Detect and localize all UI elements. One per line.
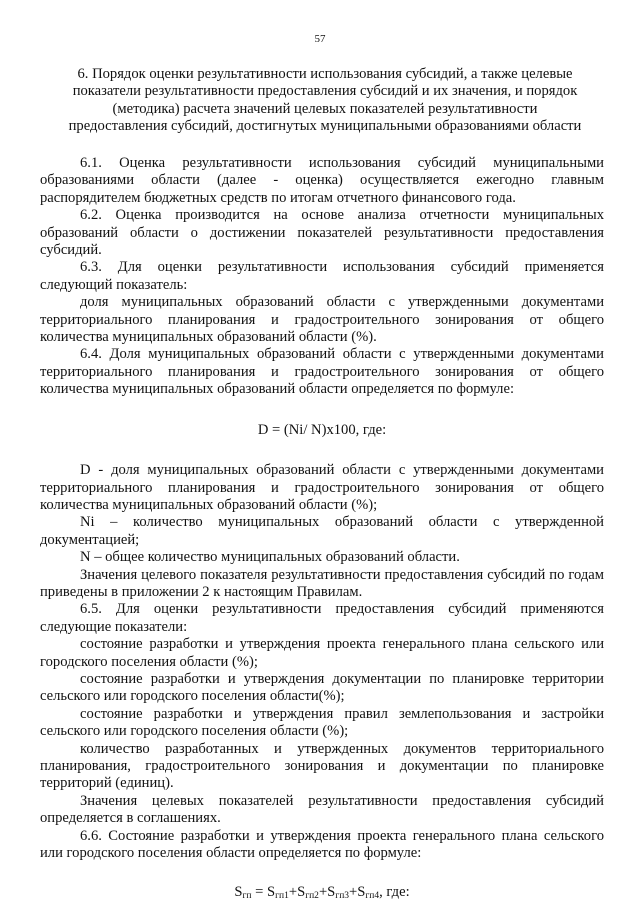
paragraph-6-5: 6.5. Для оценки результативности предоставления субсидий применяются следующие показатели:	[40, 601, 604, 635]
indicator-general-plan: состояние разработки и утверждения проекта генерального плана сельского или городского поселения области (%);	[40, 636, 604, 670]
indicator-land-use-rules: состояние разработки и утверждения правил землепользования и застройки сельского или городского поселения области (%);	[40, 705, 604, 740]
formula-equals: =	[251, 884, 267, 901]
formula-lhs: S	[234, 884, 243, 901]
formula-d: D = (Ni/ N)x100, где:	[257, 421, 387, 438]
indicator-documents-count: количество разработанных и утвержденных документов территориального планирования, градостроительного зонирования и документации по планировке территорий (единиц).	[40, 740, 604, 792]
formula-plus-2: +	[318, 884, 328, 901]
formula-plus-3: +	[349, 884, 358, 901]
paragraph-6-6: 6.6. Состояние разработки и утверждения проекта генерального плана сельского или городского поселения области определяется по формуле:	[40, 827, 604, 862]
paragraph-6-1: 6.1. Оценка результативности использования субсидий муниципальными образованиями области (далее - оценка) осуществляется ежегодно главным распорядителем бюджетных средств по итогам отчетного финансового года.	[40, 155, 604, 206]
definition-ni: Ni – количество муниципальных образований области с утвержденной документацией;	[40, 514, 604, 548]
indicator-territory-planning: состояние разработки и утверждения документации по планировке территории сельского или городского поселения области(%);	[40, 670, 604, 705]
document-body	[40, 155, 604, 902]
formula-term-4-subscript: гп4	[365, 891, 380, 902]
formula-sgp	[40, 884, 604, 901]
definition-n: N – общее количество муниципальных образований области.	[80, 549, 460, 566]
formula-term-2-subscript: гп2	[305, 891, 319, 902]
target-values-note: Значения целевого показателя результативности предоставления субсидий по годам приведены в приложении 2 к настоящим Правилам.	[40, 566, 604, 600]
indicator-description: доля муниципальных образований области с утвержденными документами территориального планирования и градостроительного зонирования от общего количества муниципальных образований области (%).	[40, 294, 604, 346]
paragraph-6-4: 6.4. Доля муниципальных образований области с утвержденными документами территориального планирования и градостроительного зонирования от общего количества муниципальных образований области определяется по формуле:	[40, 346, 604, 398]
formula-plus-1: +	[288, 884, 298, 901]
formula-tail: , где:	[379, 884, 410, 901]
agreements-note: Значения целевых показателей результативности предоставления субсидий определяется в соглашениях.	[40, 792, 604, 827]
formula-term-3: S	[327, 884, 336, 901]
paragraph-6-3: 6.3. Для оценки результативности использования субсидий применяется следующий показатель:	[40, 259, 604, 293]
paragraph-6-2: 6.2. Оценка производится на основе анализа отчетности муниципальных образований области о достижении показателей результативности предоставления субсидий.	[40, 207, 604, 259]
definition-d: D - доля муниципальных образований области с утвержденными документами территориального планирования и градостроительного зонирования от общего количества муниципальных образований области (%);	[40, 462, 604, 513]
formula-term-2: S	[297, 884, 306, 901]
formula-lhs-subscript: гп	[242, 891, 252, 902]
formula-term-3-subscript: гп3	[335, 891, 350, 902]
formula-term-4: S	[357, 884, 366, 901]
formula-term-1-subscript: гп1	[275, 891, 289, 902]
section-heading: 6. Порядок оценки результативности использования субсидий, а также целевые показатели результативности предоставления субсидий и их значения, и порядок (методика) расчета значений целевых показателей результативности предоставления субсидий, достигнутых муниципальными образованиями области	[68, 66, 582, 135]
formula-term-1: S	[266, 884, 276, 901]
page-number: 57	[314, 33, 326, 45]
